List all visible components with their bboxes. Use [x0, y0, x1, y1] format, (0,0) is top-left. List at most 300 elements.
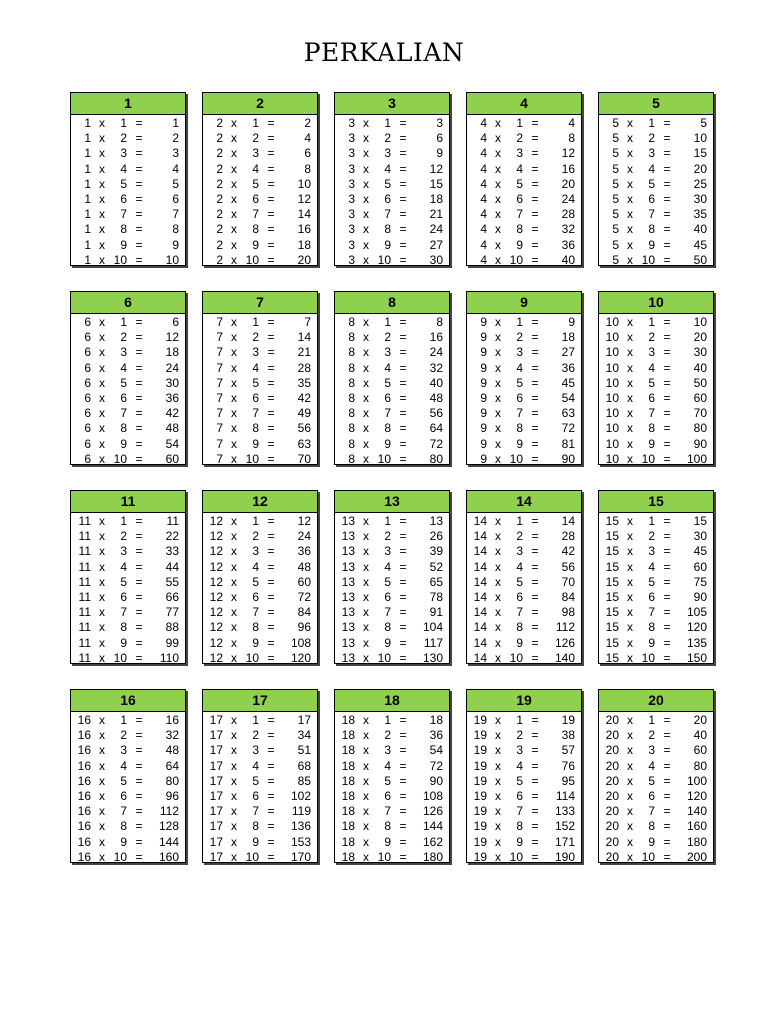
equals-sign: = [399, 559, 407, 574]
times-sign: x [99, 345, 105, 360]
equals-sign: = [663, 529, 671, 544]
product: 21 [429, 207, 443, 222]
product: 80 [429, 451, 443, 466]
table-row [467, 636, 581, 651]
table-row [71, 238, 185, 253]
multiplier: 10 [113, 451, 127, 466]
table-row [71, 421, 185, 436]
multiplicand: 6 [84, 406, 91, 421]
equals-sign: = [663, 773, 671, 788]
multiplicand: 12 [209, 514, 223, 528]
equals-sign: = [531, 345, 539, 360]
product: 18 [297, 237, 311, 252]
times-sign: x [231, 804, 237, 819]
table-rows [71, 513, 185, 666]
equals-sign: = [135, 559, 143, 574]
multiplier: 3 [252, 345, 259, 360]
product: 114 [555, 788, 575, 803]
equals-sign: = [663, 514, 671, 528]
product: 24 [429, 345, 443, 360]
table-row [599, 850, 713, 865]
multiplier: 4 [516, 161, 523, 176]
product: 76 [561, 758, 575, 773]
table-row [599, 728, 713, 743]
product: 126 [554, 635, 575, 650]
times-sign: x [363, 773, 369, 788]
table-row [71, 728, 185, 743]
table-header: 3 [335, 93, 449, 115]
table-row [71, 207, 185, 222]
table-row [599, 391, 713, 406]
equals-sign: = [399, 252, 407, 267]
equals-sign: = [135, 819, 143, 834]
table-row [203, 421, 317, 436]
equals-sign: = [531, 131, 539, 146]
product: 60 [165, 451, 179, 466]
table-row [335, 620, 449, 635]
times-sign: x [99, 375, 105, 390]
multiplicand: 4 [480, 116, 487, 130]
equals-sign: = [135, 788, 143, 803]
multiplication-table-5 [598, 92, 714, 266]
times-sign: x [363, 330, 369, 345]
times-sign: x [495, 176, 501, 191]
equals-sign: = [531, 514, 539, 528]
times-sign: x [99, 330, 105, 345]
multiplier: 9 [120, 834, 127, 849]
table-row [335, 759, 449, 774]
multiplier: 4 [120, 559, 127, 574]
multiplication-table-15 [598, 490, 714, 664]
equals-sign: = [267, 176, 275, 191]
times-sign: x [495, 544, 501, 559]
multiplier: 6 [516, 788, 523, 803]
times-sign: x [99, 146, 105, 161]
multiplier: 7 [648, 406, 655, 421]
equals-sign: = [267, 559, 275, 574]
multiplication-table-6 [70, 291, 186, 465]
product: 15 [429, 176, 443, 191]
table-rows [335, 513, 449, 666]
multiplicand: 11 [78, 650, 91, 665]
product: 144 [158, 834, 179, 849]
table-row [71, 146, 185, 161]
table-row [335, 590, 449, 605]
table-row [335, 544, 449, 559]
multiplicand: 15 [605, 544, 619, 559]
product: 90 [693, 589, 707, 604]
multiplicand: 17 [209, 819, 223, 834]
product: 88 [165, 620, 179, 635]
multiplier: 5 [252, 574, 259, 589]
multiplicand: 10 [605, 360, 619, 375]
equals-sign: = [663, 436, 671, 451]
table-row [467, 437, 581, 452]
multiplier: 3 [648, 544, 655, 559]
table-row [71, 452, 185, 467]
multiplier: 5 [384, 773, 391, 788]
times-sign: x [231, 421, 237, 436]
product: 2 [304, 116, 311, 130]
multiplier: 4 [252, 559, 259, 574]
times-sign: x [231, 529, 237, 544]
product: 9 [436, 146, 443, 161]
equals-sign: = [531, 237, 539, 252]
product: 14 [297, 207, 311, 222]
multiplicand: 14 [473, 544, 487, 559]
table-row [599, 131, 713, 146]
times-sign: x [231, 834, 237, 849]
multiplication-table-14 [466, 490, 582, 664]
product: 140 [554, 650, 575, 665]
times-sign: x [495, 849, 501, 864]
product: 135 [686, 635, 707, 650]
times-sign: x [231, 514, 237, 528]
equals-sign: = [267, 207, 275, 222]
equals-sign: = [663, 252, 671, 267]
multiplicand: 10 [605, 436, 619, 451]
product: 40 [429, 375, 443, 390]
times-sign: x [231, 315, 237, 329]
table-row [599, 605, 713, 620]
multiplicand: 12 [209, 589, 223, 604]
product: 8 [436, 315, 443, 329]
multiplicand: 17 [209, 834, 223, 849]
multiplicand: 9 [480, 360, 487, 375]
times-sign: x [627, 620, 633, 635]
product: 100 [686, 773, 707, 788]
equals-sign: = [531, 406, 539, 421]
product: 15 [693, 146, 707, 161]
multiplication-table-18 [334, 689, 450, 863]
table-rows [203, 712, 317, 865]
table-row [335, 345, 449, 360]
equals-sign: = [267, 116, 275, 130]
times-sign: x [363, 788, 369, 803]
table-row [599, 636, 713, 651]
multiplier: 9 [648, 436, 655, 451]
product: 84 [297, 605, 311, 620]
product: 4 [172, 161, 179, 176]
product: 6 [436, 131, 443, 146]
multiplier: 4 [648, 360, 655, 375]
table-row [71, 391, 185, 406]
equals-sign: = [267, 436, 275, 451]
multiplicand: 18 [341, 758, 355, 773]
times-sign: x [627, 222, 633, 237]
multiplier: 1 [648, 514, 655, 528]
product: 90 [429, 773, 443, 788]
multiplicand: 20 [605, 758, 619, 773]
table-header: 14 [467, 491, 581, 513]
times-sign: x [231, 743, 237, 758]
table-row [203, 192, 317, 207]
product: 72 [561, 421, 575, 436]
multiplier: 8 [252, 620, 259, 635]
equals-sign: = [399, 758, 407, 773]
times-sign: x [363, 252, 369, 267]
multiplicand: 7 [216, 390, 223, 405]
table-row [203, 222, 317, 237]
table-row [335, 376, 449, 391]
product: 48 [297, 559, 311, 574]
product: 72 [429, 436, 443, 451]
times-sign: x [99, 514, 105, 528]
multiplier: 10 [245, 650, 259, 665]
product: 110 [159, 650, 179, 665]
multiplicand: 11 [78, 605, 91, 620]
table-row [599, 315, 713, 330]
multiplicand: 6 [84, 315, 91, 329]
times-sign: x [231, 758, 237, 773]
times-sign: x [627, 589, 633, 604]
multiplier: 3 [648, 743, 655, 758]
table-header: 10 [599, 292, 713, 314]
product: 150 [686, 650, 707, 665]
equals-sign: = [267, 773, 275, 788]
multiplicand: 16 [77, 773, 91, 788]
equals-sign: = [267, 728, 275, 743]
multiplicand: 11 [78, 514, 91, 528]
table-header: 20 [599, 690, 713, 712]
product: 200 [686, 849, 707, 864]
table-row [335, 774, 449, 789]
times-sign: x [99, 635, 105, 650]
equals-sign: = [267, 252, 275, 267]
multiplier: 7 [384, 605, 391, 620]
equals-sign: = [135, 345, 143, 360]
equals-sign: = [663, 635, 671, 650]
equals-sign: = [135, 620, 143, 635]
product: 13 [429, 514, 443, 528]
equals-sign: = [531, 713, 539, 727]
product: 8 [172, 222, 179, 237]
product: 30 [165, 375, 179, 390]
product: 32 [165, 728, 179, 743]
multiplier: 2 [516, 131, 523, 146]
times-sign: x [99, 131, 105, 146]
equals-sign: = [531, 176, 539, 191]
equals-sign: = [399, 788, 407, 803]
equals-sign: = [531, 819, 539, 834]
product: 68 [297, 758, 311, 773]
times-sign: x [99, 252, 105, 267]
table-row [335, 835, 449, 850]
table-row [71, 804, 185, 819]
table-row [335, 636, 449, 651]
table-row [71, 222, 185, 237]
product: 40 [561, 252, 575, 267]
equals-sign: = [135, 207, 143, 222]
multiplier: 2 [384, 131, 391, 146]
multiplier: 3 [252, 743, 259, 758]
times-sign: x [363, 559, 369, 574]
table-row [203, 437, 317, 452]
product: 14 [297, 330, 311, 345]
multiplier: 5 [120, 574, 127, 589]
equals-sign: = [267, 345, 275, 360]
equals-sign: = [399, 544, 407, 559]
times-sign: x [495, 406, 501, 421]
equals-sign: = [531, 421, 539, 436]
multiplicand: 6 [84, 390, 91, 405]
product: 152 [554, 819, 575, 834]
equals-sign: = [267, 406, 275, 421]
table-row [467, 192, 581, 207]
equals-sign: = [531, 161, 539, 176]
multiplier: 3 [648, 345, 655, 360]
multiplicand: 14 [473, 635, 487, 650]
table-row [599, 620, 713, 635]
equals-sign: = [663, 589, 671, 604]
multiplier: 8 [120, 620, 127, 635]
equals-sign: = [663, 728, 671, 743]
times-sign: x [495, 116, 501, 130]
multiplicand: 4 [480, 176, 487, 191]
multiplicand: 11 [78, 529, 91, 544]
table-row [335, 728, 449, 743]
equals-sign: = [267, 330, 275, 345]
table-rows [71, 712, 185, 865]
multiplier: 10 [509, 451, 523, 466]
times-sign: x [495, 514, 501, 528]
product: 60 [693, 743, 707, 758]
multiplier: 8 [120, 222, 127, 237]
equals-sign: = [663, 116, 671, 130]
times-sign: x [627, 146, 633, 161]
multiplicand: 13 [341, 589, 355, 604]
equals-sign: = [135, 252, 143, 267]
multiplier: 9 [648, 237, 655, 252]
times-sign: x [231, 330, 237, 345]
equals-sign: = [663, 788, 671, 803]
multiplier: 4 [252, 161, 259, 176]
multiplier: 10 [641, 252, 655, 267]
multiplication-table-20 [598, 689, 714, 863]
multiplier: 7 [120, 804, 127, 819]
table-header: 16 [71, 690, 185, 712]
table-row [599, 514, 713, 529]
table-row [71, 529, 185, 544]
multiplicand: 5 [612, 222, 619, 237]
multiplier: 6 [648, 390, 655, 405]
product: 40 [693, 360, 707, 375]
multiplicand: 3 [348, 191, 355, 206]
table-row [467, 345, 581, 360]
multiplier: 8 [252, 222, 259, 237]
table-row [467, 162, 581, 177]
multiplier: 1 [648, 713, 655, 727]
table-row [203, 575, 317, 590]
multiplier: 3 [252, 146, 259, 161]
times-sign: x [231, 131, 237, 146]
equals-sign: = [267, 191, 275, 206]
product: 45 [693, 544, 707, 559]
table-row [599, 804, 713, 819]
product: 38 [561, 728, 575, 743]
product: 42 [297, 390, 311, 405]
product: 50 [693, 252, 707, 267]
multiplier: 1 [648, 315, 655, 329]
table-row [71, 177, 185, 192]
multiplier: 5 [384, 375, 391, 390]
multiplier: 6 [384, 589, 391, 604]
times-sign: x [363, 390, 369, 405]
product: 45 [561, 375, 575, 390]
product: 63 [297, 436, 311, 451]
times-sign: x [627, 849, 633, 864]
multiplier: 1 [516, 315, 523, 329]
table-row [599, 330, 713, 345]
product: 96 [297, 620, 311, 635]
table-row [467, 253, 581, 268]
table-row [467, 651, 581, 666]
product: 54 [429, 743, 443, 758]
equals-sign: = [663, 131, 671, 146]
equals-sign: = [135, 161, 143, 176]
equals-sign: = [267, 758, 275, 773]
multiplier: 9 [648, 635, 655, 650]
equals-sign: = [663, 544, 671, 559]
multiplicand: 13 [341, 544, 355, 559]
multiplicand: 19 [473, 758, 487, 773]
times-sign: x [363, 743, 369, 758]
table-rows [203, 314, 317, 467]
equals-sign: = [267, 804, 275, 819]
multiplicand: 5 [612, 252, 619, 267]
times-sign: x [99, 804, 105, 819]
product: 18 [429, 191, 443, 206]
multiplicand: 6 [84, 421, 91, 436]
product: 51 [297, 743, 311, 758]
multiplicand: 11 [78, 574, 91, 589]
equals-sign: = [531, 589, 539, 604]
multiplicand: 12 [209, 544, 223, 559]
table-row [467, 514, 581, 529]
multiplicand: 17 [209, 849, 223, 864]
equals-sign: = [135, 635, 143, 650]
table-row [467, 376, 581, 391]
multiplier: 1 [648, 116, 655, 130]
times-sign: x [231, 207, 237, 222]
product: 133 [554, 804, 575, 819]
table-row [335, 743, 449, 758]
multiplicand: 3 [348, 116, 355, 130]
times-sign: x [363, 713, 369, 727]
equals-sign: = [135, 146, 143, 161]
multiplicand: 17 [209, 804, 223, 819]
multiplier: 8 [120, 819, 127, 834]
product: 112 [555, 620, 575, 635]
multiplier: 7 [648, 207, 655, 222]
multiplicand: 12 [209, 650, 223, 665]
multiplicand: 14 [473, 529, 487, 544]
equals-sign: = [663, 315, 671, 329]
equals-sign: = [663, 222, 671, 237]
multiplicand: 7 [216, 451, 223, 466]
multiplicand: 9 [480, 390, 487, 405]
equals-sign: = [531, 436, 539, 451]
equals-sign: = [663, 849, 671, 864]
multiplier: 8 [516, 620, 523, 635]
times-sign: x [363, 131, 369, 146]
multiplier: 3 [120, 544, 127, 559]
multiplicand: 12 [209, 529, 223, 544]
table-row [203, 590, 317, 605]
table-rows [71, 115, 185, 268]
multiplier: 8 [120, 421, 127, 436]
equals-sign: = [267, 375, 275, 390]
